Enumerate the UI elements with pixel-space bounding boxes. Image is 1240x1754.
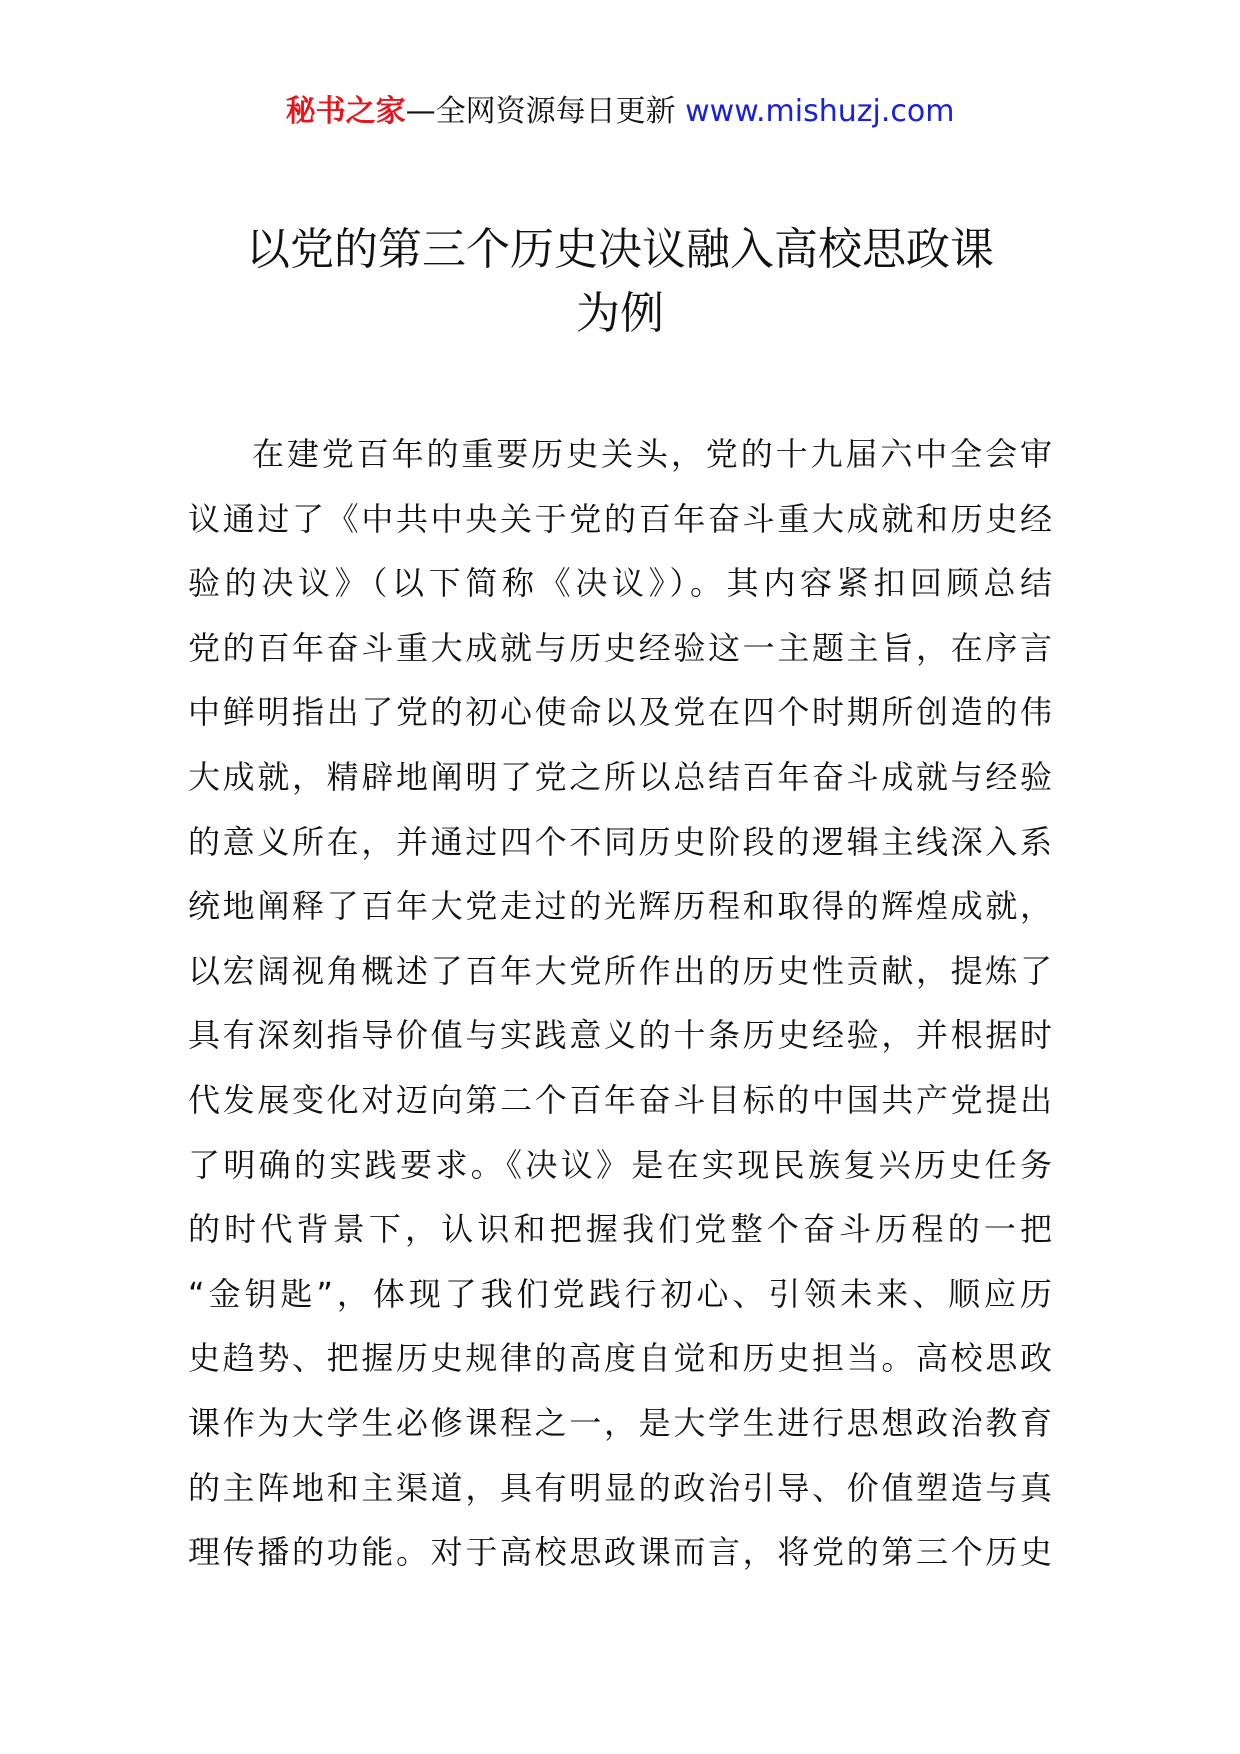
- body-line: 课作为大学生必修课程之一，是大学生进行思想政治教育: [188, 1403, 1052, 1442]
- title-line: 以党的第三个历史决议融入高校思政课: [246, 224, 994, 275]
- body-line: 党的百年奋斗重大成就与历史经验这一主题主旨，在序言: [188, 628, 1052, 667]
- body-line: “金钥匙”，体现了我们党践行初心、引领未来、顺应历: [188, 1274, 1052, 1313]
- body-line: 在建党百年的重要历史关头，党的十九届六中全会审: [252, 435, 1052, 473]
- site-header: [0, 92, 1240, 132]
- body-line: 了明确的实践要求。《决议》是在实现民族复兴历史任务: [188, 1145, 1052, 1184]
- body-line: 的时代背景下，认识和把握我们党整个奋斗历程的一把: [188, 1210, 1052, 1249]
- document-title: [0, 218, 1240, 346]
- body-line: 具有深刻指导价值与实践意义的十条历史经验，并根据时: [188, 1016, 1052, 1055]
- body-line: 的意义所在，并通过四个不同历史阶段的逻辑主线深入系: [188, 822, 1052, 861]
- title-line: 为例: [576, 288, 664, 339]
- body-line: 理传播的功能。对于高校思政课而言，将党的第三个历史: [188, 1533, 1052, 1572]
- body-line: 史趋势、把握历史规律的高度自觉和历史担当。高校思政: [188, 1339, 1052, 1378]
- body-line: 统地阐释了百年大党走过的光辉历程和取得的辉煌成就，: [188, 887, 1052, 926]
- site-url-link[interactable]: www.mishuzj.com: [685, 94, 955, 129]
- site-brand: 秘书之家: [285, 94, 406, 129]
- body-line: 大成就，精辟地阐明了党之所以总结百年奋斗成就与经验: [188, 757, 1052, 796]
- body-line: 议通过了《中共中央关于党的百年奋斗重大成就和历史经: [188, 499, 1052, 538]
- body-line: 的主阵地和主渠道，具有明显的政治引导、价值塑造与真: [188, 1468, 1052, 1507]
- site-tagline: —全网资源每日更新: [405, 94, 676, 129]
- body-line: 代发展变化对迈向第二个百年奋斗目标的中国共产党提出: [188, 1080, 1052, 1119]
- document-body: [188, 422, 1052, 1585]
- body-line: 验的决议》（以下简称《决议》）。其内容紧扣回顾总结: [188, 564, 1052, 603]
- body-line: 以宏阔视角概述了百年大党所作出的历史性贡献，提炼了: [188, 951, 1052, 990]
- body-line: 中鲜明指出了党的初心使命以及党在四个时期所创造的伟: [188, 693, 1052, 732]
